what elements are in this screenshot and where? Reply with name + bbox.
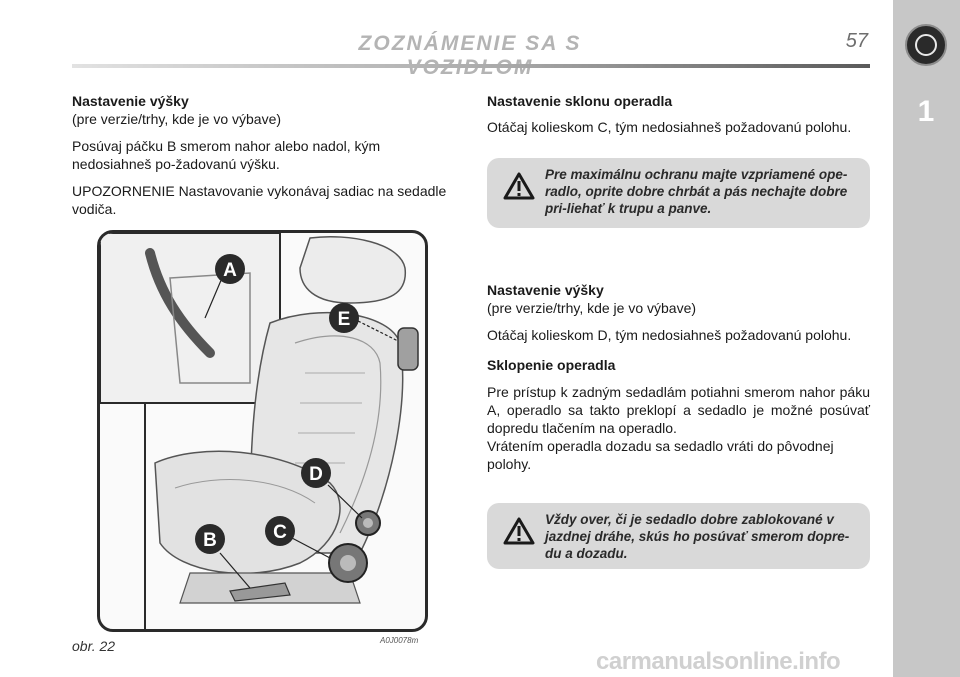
seat-illustration	[97, 230, 428, 632]
right-column-middle	[487, 281, 870, 473]
section-text-height-right: Otáčaj kolieskom D, tým nedosiahneš požadovanú polohu.	[487, 327, 852, 343]
chapter-number: 1	[917, 95, 935, 128]
section-heading-fold: Sklopenie operadla	[487, 357, 616, 373]
figure-caption: obr. 22	[72, 638, 116, 654]
warning-text-posture: Pre maximálnu ochranu majte vzpriamené ope-radlo, oprite dobre chrbát a pás nechajte dobre pri-liehať k trupu a panve.	[545, 167, 848, 216]
watermark: carmanualsonline.info	[596, 648, 841, 675]
callout-c	[265, 516, 295, 546]
section-text-fold-1: Pre prístup k zadným sedadlám potiahni smerom nahor páku A, operadlo sa takto preklopí a sedadlo je možné posúvať dopredu tlačením na operadlo.	[487, 384, 870, 436]
callout-label-e: E	[337, 309, 351, 330]
notice-text: UPOZORNENIE Nastavovanie vykonávaj sadiac na sedadle vodiča.	[72, 183, 447, 217]
warning-triangle-icon	[503, 172, 535, 200]
section-heading-height-right: Nastavenie výšky	[487, 282, 604, 298]
callout-b	[195, 524, 225, 554]
left-column	[72, 92, 457, 227]
section-text: Posúvaj páčku B smerom nahor alebo nadol, kým nedosiahneš po-žadovanú výšku.	[72, 138, 381, 172]
page-number: 57	[845, 30, 868, 52]
callout-label-d: D	[309, 464, 323, 485]
callout-e	[329, 303, 359, 333]
warning-text-lock: Vždy over, či je sedadlo dobre zablokované v jazdnej dráhe, skús ho posúvať smerom dopre-du a dozadu.	[545, 512, 850, 561]
page-header-title: ZOZNÁMENIE SA S	[358, 32, 582, 55]
section-text-fold-2: Vrátením operadla dozadu sa sedadlo vráti do pôvodnej polohy.	[487, 438, 834, 472]
callout-d	[301, 458, 331, 488]
brand-logo-icon	[905, 24, 947, 66]
section-note: (pre verzie/trhy, kde je vo výbave)	[72, 111, 282, 127]
callout-label-a: A	[223, 260, 237, 281]
header-divider	[72, 64, 870, 68]
callout-label-b: B	[203, 530, 217, 551]
figure-code: A0J0078m	[380, 636, 419, 645]
section-text-recline: Otáčaj kolieskom C, tým nedosiahneš požadovanú polohu.	[487, 119, 852, 135]
section-heading-recline: Nastavenie sklonu operadla	[487, 93, 673, 109]
warning-triangle-icon	[503, 517, 535, 545]
section-heading-height: Nastavenie výšky	[72, 93, 189, 109]
callout-label-c: C	[273, 522, 287, 543]
callout-a	[215, 254, 245, 284]
warning-box-posture	[487, 158, 870, 228]
right-column-top	[487, 92, 870, 145]
seat-drawing	[100, 233, 425, 629]
warning-box-lock	[487, 503, 870, 569]
section-note-right: (pre verzie/trhy, kde je vo výbave)	[487, 300, 697, 316]
